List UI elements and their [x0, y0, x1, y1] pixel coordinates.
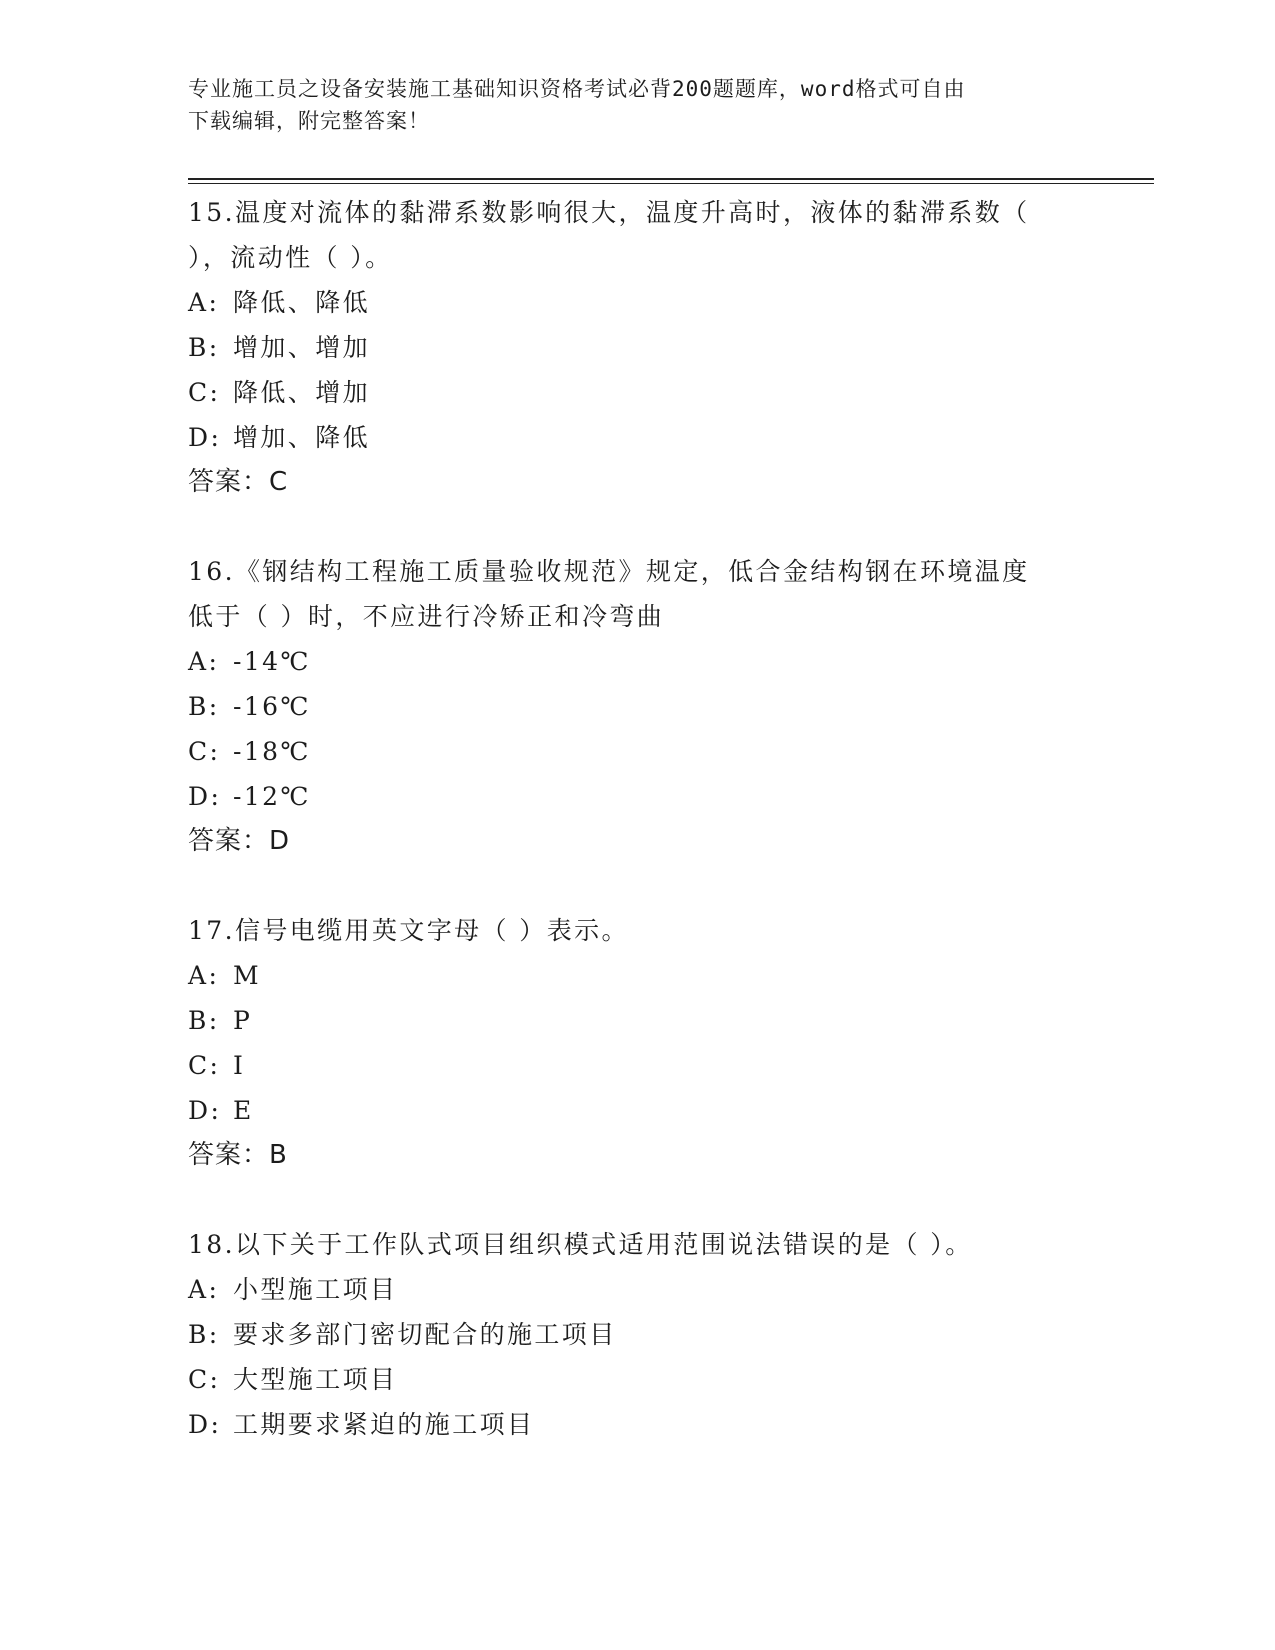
- option-key: B:: [188, 333, 220, 362]
- option-c: [188, 370, 1088, 415]
- question-stem-line-1: 15.温度对流体的黏滞系数影响很大，温度升高时，液体的黏滞系数（: [188, 198, 1030, 227]
- question-18: [188, 1222, 1088, 1447]
- document-header: [188, 73, 1068, 137]
- option-text: M: [233, 961, 261, 990]
- option-key: D:: [188, 1096, 222, 1125]
- option-b: [188, 684, 1088, 729]
- option-text: 工期要求紧迫的施工项目: [233, 1410, 535, 1439]
- header-divider-thin: [188, 183, 1154, 184]
- question-list: [188, 190, 1088, 1491]
- option-b: [188, 998, 1088, 1043]
- option-a: [188, 1267, 1088, 1312]
- option-text: 降低、降低: [233, 288, 371, 317]
- option-key: A:: [188, 961, 220, 990]
- option-key: C:: [188, 378, 221, 407]
- option-a: [188, 639, 1088, 684]
- option-text: 要求多部门密切配合的施工项目: [233, 1320, 617, 1349]
- option-text: P: [233, 1006, 253, 1035]
- question-stem: [188, 1222, 1088, 1267]
- option-key: B:: [188, 1006, 220, 1035]
- question-17: [188, 908, 1088, 1178]
- option-text: 增加、增加: [233, 333, 371, 362]
- option-key: C:: [188, 1051, 221, 1080]
- option-c: [188, 1357, 1088, 1402]
- option-text: 小型施工项目: [233, 1275, 398, 1304]
- option-key: A:: [188, 647, 220, 676]
- option-key: D:: [188, 782, 222, 811]
- question-stem-line-2: ），流动性（ ）。: [188, 243, 393, 272]
- option-c: [188, 1043, 1088, 1088]
- option-text: -12℃: [233, 782, 311, 811]
- option-key: D:: [188, 1410, 222, 1439]
- option-key: C:: [188, 737, 221, 766]
- option-key: B:: [188, 1320, 220, 1349]
- question-stem-line-1: 16.《钢结构工程施工质量验收规范》规定，低合金结构钢在环境温度: [188, 557, 1030, 586]
- question-stem: [188, 908, 1088, 953]
- option-text: -16℃: [233, 692, 311, 721]
- option-text: I: [233, 1051, 246, 1080]
- option-d: [188, 415, 1088, 460]
- question-16: [188, 549, 1088, 864]
- option-d: [188, 1402, 1088, 1447]
- header-divider-thick: [188, 178, 1154, 180]
- option-b: [188, 1312, 1088, 1357]
- option-d: [188, 1088, 1088, 1133]
- header-title-line-2: 下载编辑，附完整答案！: [188, 109, 430, 133]
- option-d: [188, 774, 1088, 819]
- question-stem-line-2: 低于（ ）时，不应进行冷矫正和冷弯曲: [188, 602, 665, 631]
- option-key: B:: [188, 692, 220, 721]
- header-title-line-1: 专业施工员之设备安装施工基础知识资格考试必背200题题库，word格式可自由: [188, 77, 966, 101]
- answer-line: 答案：B: [188, 1140, 288, 1170]
- question-stem-line-1: 17.信号电缆用英文字母（ ）表示。: [188, 916, 629, 945]
- answer-line: 答案：D: [188, 826, 291, 856]
- option-a: [188, 953, 1088, 998]
- option-key: A:: [188, 288, 220, 317]
- answer-line: 答案：C: [188, 467, 289, 497]
- option-text: 增加、降低: [233, 423, 371, 452]
- option-text: 降低、增加: [233, 378, 371, 407]
- option-text: 大型施工项目: [233, 1365, 398, 1394]
- option-key: D:: [188, 423, 222, 452]
- question-stem-line-1: 18.以下关于工作队式项目组织模式适用范围说法错误的是（ ）。: [188, 1230, 973, 1259]
- option-text: -18℃: [233, 737, 311, 766]
- option-c: [188, 729, 1088, 774]
- option-a: [188, 280, 1088, 325]
- option-text: E: [233, 1096, 254, 1125]
- option-text: -14℃: [233, 647, 311, 676]
- option-b: [188, 325, 1088, 370]
- question-stem: [188, 549, 1088, 639]
- option-key: A:: [188, 1275, 220, 1304]
- question-15: [188, 190, 1088, 505]
- option-key: C:: [188, 1365, 221, 1394]
- question-stem: [188, 190, 1088, 280]
